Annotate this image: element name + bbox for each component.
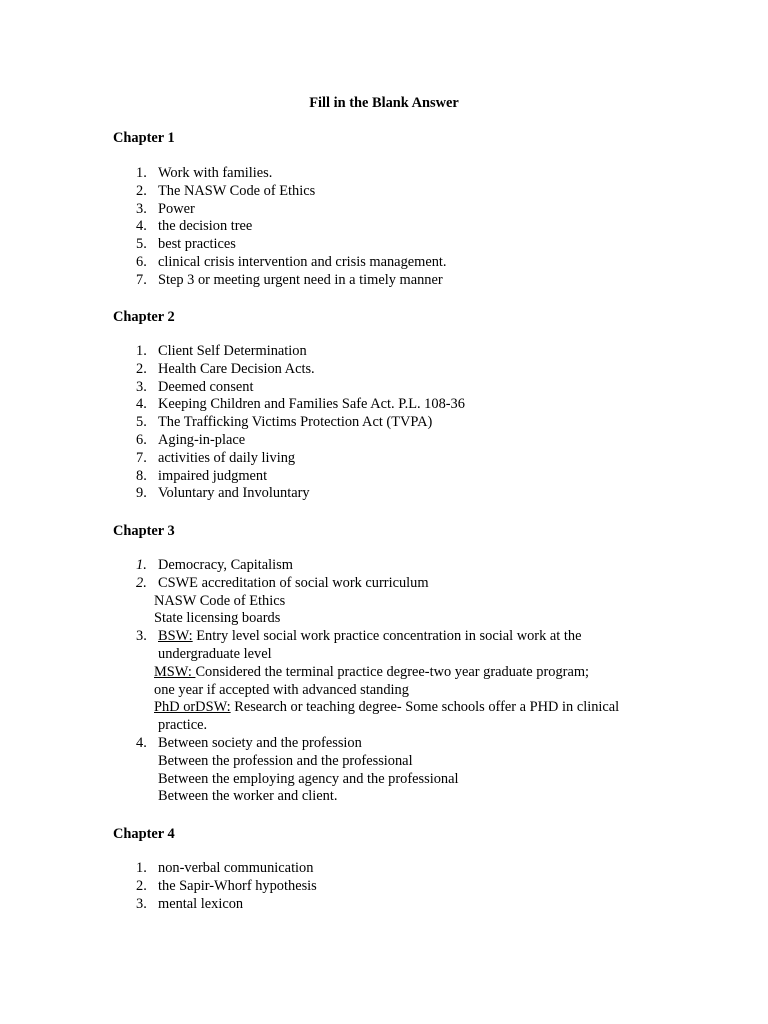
item-number: 6. xyxy=(136,253,147,270)
item-text: Between the profession and the professional xyxy=(158,752,413,769)
item-number: 3. xyxy=(136,378,147,395)
phd-label: PhD orDSW: xyxy=(154,699,231,716)
item-number: 3. xyxy=(136,895,147,912)
item-text: the decision tree xyxy=(158,218,253,235)
item-text: one year if accepted with advanced standing xyxy=(154,681,409,698)
chapter-3-heading: Chapter 3 xyxy=(113,523,175,539)
item-number: 1. xyxy=(136,557,147,573)
item-number: 4. xyxy=(136,396,147,413)
item-number: 4. xyxy=(136,218,147,235)
item-number: 9. xyxy=(136,485,147,502)
item-text: Aging-in-place xyxy=(158,431,246,448)
msw-label: MSW: xyxy=(154,663,196,680)
item-text: clinical crisis intervention and crisis management. xyxy=(158,253,447,270)
item-text: non-verbal communication xyxy=(158,860,314,876)
item-text: impaired judgment xyxy=(158,467,268,484)
item-text: Deemed consent xyxy=(158,378,254,395)
item-text: best practices xyxy=(158,236,236,253)
bsw-label: BSW: xyxy=(158,628,193,645)
item-text: Between society and the profession xyxy=(158,734,362,751)
chapter-2-heading: Chapter 2 xyxy=(113,309,175,325)
item-number: 7. xyxy=(136,271,147,288)
item-text: Voluntary and Involuntary xyxy=(158,485,310,502)
item-text: Between the employing agency and the professional xyxy=(158,770,459,787)
item-number: 4. xyxy=(136,734,147,751)
item-text: Between the worker and client. xyxy=(158,788,338,805)
item-number: 2. xyxy=(136,877,147,894)
item-text: Keeping Children and Families Safe Act. P.L. 108-36 xyxy=(158,396,465,413)
item-number: 1. xyxy=(136,165,147,181)
item-number: 7. xyxy=(136,449,147,466)
item-number: 8. xyxy=(136,467,147,484)
chapter-1-heading: Chapter 1 xyxy=(113,130,175,146)
item-text xyxy=(154,699,619,717)
item-text: State licensing boards xyxy=(154,610,281,627)
msw-description: Considered the terminal practice degree-two year graduate program; xyxy=(195,663,590,680)
item-text: CSWE accreditation of social work curriculum xyxy=(158,574,429,591)
item-text: Democracy, Capitalism xyxy=(158,557,293,573)
item-number: 2. xyxy=(136,182,147,199)
item-text: activities of daily living xyxy=(158,449,296,466)
item-text: Client Self Determination xyxy=(158,343,307,359)
item-number: 3. xyxy=(136,628,147,645)
item-number: 3. xyxy=(136,200,147,217)
bsw-description: Entry level social work practice concentration in social work at the xyxy=(192,628,582,645)
item-number: 6. xyxy=(136,431,147,448)
chapter-4-heading: Chapter 4 xyxy=(113,826,175,842)
phd-description: Research or teaching degree- Some schools offer a PHD in clinical xyxy=(230,699,620,716)
document-title: Fill in the Blank Answer xyxy=(309,95,459,111)
item-text: practice. xyxy=(158,717,208,734)
item-text: The Trafficking Victims Protection Act (TVPA) xyxy=(158,414,433,431)
item-number: 5. xyxy=(136,414,147,431)
item-text xyxy=(158,628,581,646)
item-number: 2. xyxy=(136,574,147,591)
item-number: 5. xyxy=(136,236,147,253)
item-text: The NASW Code of Ethics xyxy=(158,182,316,199)
item-number: 1. xyxy=(136,860,147,876)
item-number: 2. xyxy=(136,360,147,377)
item-text: Step 3 or meeting urgent need in a timely manner xyxy=(158,271,443,288)
item-text: Power xyxy=(158,200,195,217)
item-text: NASW Code of Ethics xyxy=(154,592,286,609)
item-text: Work with families. xyxy=(158,165,273,181)
item-text: Health Care Decision Acts. xyxy=(158,360,315,377)
item-text: mental lexicon xyxy=(158,895,244,912)
item-number: 1. xyxy=(136,343,147,359)
item-text: undergraduate level xyxy=(158,645,272,662)
item-text: the Sapir-Whorf hypothesis xyxy=(158,877,317,894)
item-text xyxy=(154,664,589,682)
